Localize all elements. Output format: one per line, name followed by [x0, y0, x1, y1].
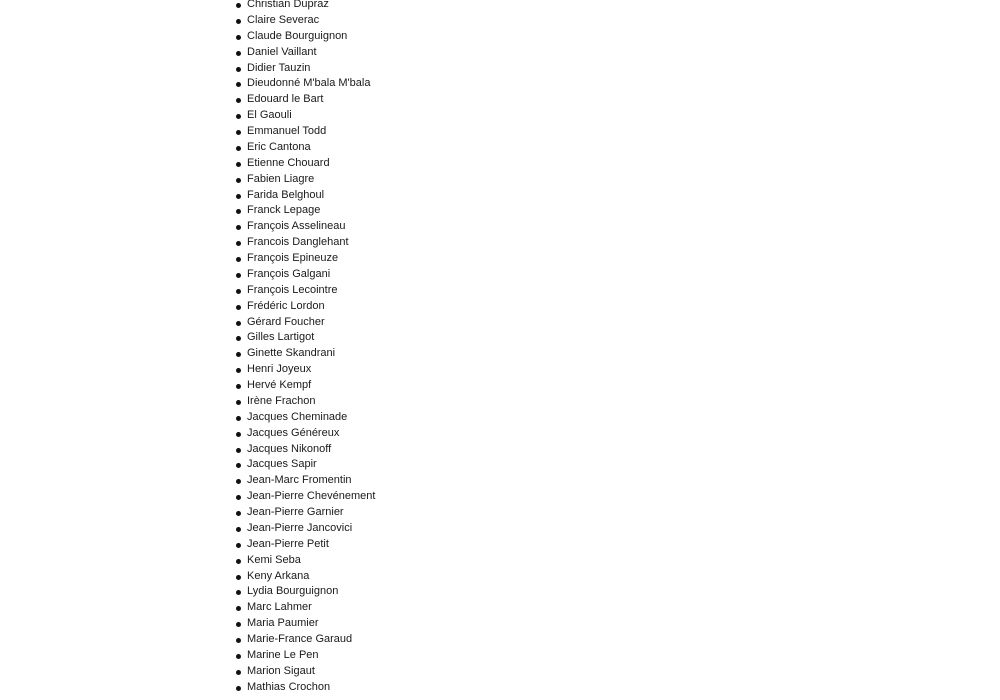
list-item-link[interactable]: Marie-France Garaud [247, 633, 353, 645]
bullet-icon [236, 305, 241, 310]
list-item [235, 426, 375, 442]
list-item [235, 553, 375, 569]
list-item [235, 584, 375, 600]
list-item-link[interactable]: Francois Danglehant [247, 236, 349, 249]
list-item [235, 76, 375, 92]
list-item [235, 108, 375, 124]
bullet-icon [236, 638, 241, 643]
list-item-link[interactable]: Gérard Foucher [247, 315, 325, 328]
bullet-icon [236, 543, 241, 548]
list-item [235, 283, 375, 299]
list-item [235, 203, 375, 219]
list-item-link[interactable]: Marion Sigaut [247, 664, 315, 677]
list-item [235, 616, 375, 632]
bullet-icon [236, 98, 241, 103]
bullet-icon [236, 35, 241, 40]
bullet-icon [236, 559, 241, 564]
list-item-link[interactable]: Jacques Nikonoff [247, 442, 332, 455]
bullet-icon [236, 606, 241, 611]
bullet-icon [236, 463, 241, 468]
list-item-link[interactable]: Etienne Chouard [247, 156, 330, 169]
list-item-link[interactable]: Kemi Seba [247, 553, 301, 566]
list-item [235, 330, 375, 346]
bullet-icon [236, 654, 241, 659]
list-item-link[interactable]: Didier Tauzin [247, 61, 311, 74]
bullet-icon [236, 257, 241, 262]
bullet-icon [236, 590, 241, 595]
bullet-icon [236, 194, 241, 199]
list-item-link[interactable]: Hervé Kempf [247, 379, 312, 391]
list-item-link[interactable]: Jacques Cheminade [247, 410, 348, 423]
bullet-icon [236, 479, 241, 484]
bullet-icon [236, 368, 241, 373]
list-item-link[interactable]: Franck Lepage [247, 204, 321, 217]
list-item [235, 489, 375, 505]
bullet-icon [236, 241, 241, 246]
list-item [235, 219, 375, 235]
list-item [235, 315, 375, 331]
bullet-icon [236, 495, 241, 500]
list-item-link[interactable]: Maria Paumier [247, 617, 319, 630]
list-item [235, 521, 375, 537]
list-item [235, 188, 375, 204]
list-item [235, 61, 375, 77]
list-item-link[interactable]: Eric Cantona [247, 140, 311, 153]
bullet-icon [236, 209, 241, 214]
list-item-link[interactable]: El Gaouli [247, 109, 292, 122]
list-item-link[interactable]: Mathias Crochon [247, 680, 331, 693]
list-item-link[interactable]: Claude Bourguignon [247, 29, 348, 42]
bullet-icon [236, 448, 241, 453]
list-item [235, 13, 375, 29]
bullet-icon [236, 416, 241, 421]
list-item-link[interactable]: Frédéric Lordon [247, 299, 325, 312]
bullet-icon [236, 289, 241, 294]
bullet-icon [236, 67, 241, 72]
list-item [235, 632, 375, 648]
list-item-link[interactable]: Jacques Généreux [247, 426, 340, 439]
list-item-link[interactable]: François Epineuze [247, 252, 339, 264]
list-item-link[interactable]: Jacques Sapir [247, 458, 317, 471]
list-item-link[interactable]: Emmanuel Todd [247, 125, 327, 137]
list-item [235, 394, 375, 410]
list-item [235, 537, 375, 553]
list-item-link[interactable]: Farida Belghoul [247, 188, 325, 201]
bullet-icon [236, 19, 241, 24]
bullet-icon [236, 575, 241, 580]
list-item-link[interactable]: François Lecointre [247, 283, 338, 296]
name-list [235, 0, 375, 696]
bullet-icon [236, 146, 241, 151]
list-item [235, 664, 375, 680]
list-item-link[interactable]: Henri Joyeux [247, 363, 312, 376]
list-item [235, 410, 375, 426]
bullet-icon [236, 3, 241, 8]
list-item [235, 235, 375, 251]
list-item-link[interactable]: Edouard le Bart [247, 93, 324, 106]
list-item-link[interactable]: Lydia Bourguignon [247, 585, 339, 598]
bullet-icon [236, 432, 241, 437]
bullet-icon [236, 400, 241, 405]
list-item-link[interactable]: Claire Severac [247, 13, 320, 26]
bullet-icon [236, 336, 241, 341]
list-item [235, 346, 375, 362]
list-item-link[interactable]: Irène Frachon [247, 394, 316, 407]
list-item [235, 299, 375, 315]
list-item [235, 457, 375, 473]
list-item [235, 680, 375, 696]
bullet-icon [236, 321, 241, 326]
list-item-link[interactable]: Gilles Lartigot [247, 331, 315, 344]
list-item [235, 251, 375, 267]
list-item-link[interactable]: François Asselineau [247, 220, 346, 233]
list-item [235, 45, 375, 61]
list-item-link[interactable]: Jean-Pierre Jancovici [247, 521, 353, 534]
list-item [235, 362, 375, 378]
list-item-link[interactable]: François Galgani [247, 267, 331, 280]
list-item [235, 473, 375, 489]
list-item [235, 172, 375, 188]
bullet-icon [236, 51, 241, 56]
bullet-icon [236, 384, 241, 389]
list-item [235, 92, 375, 108]
bullet-icon [236, 352, 241, 357]
bullet-icon [236, 130, 241, 135]
list-item-link[interactable]: Marine Le Pen [247, 648, 319, 661]
list-item-link[interactable]: Fabien Liagre [247, 172, 315, 185]
list-item [235, 505, 375, 521]
list-item-link[interactable]: Marc Lahmer [247, 601, 312, 614]
list-item [235, 0, 375, 13]
list-item [235, 124, 375, 140]
list-item-link[interactable]: Jean-Pierre Chevénement [247, 490, 376, 503]
list-item [235, 29, 375, 45]
bullet-icon [236, 225, 241, 230]
list-item [235, 378, 375, 394]
list-item [235, 156, 375, 172]
list-item-link[interactable]: Daniel Vaillant [247, 45, 317, 58]
list-item-link[interactable]: Ginette Skandrani [247, 347, 336, 360]
bullet-icon [236, 162, 241, 167]
bullet-icon [236, 114, 241, 119]
bullet-icon [236, 178, 241, 183]
bullet-icon [236, 527, 241, 532]
list-item-link[interactable]: Jean-Marc Fromentin [247, 474, 352, 487]
bullet-icon [236, 273, 241, 278]
list-item-link[interactable]: Jean-Pierre Petit [247, 537, 329, 550]
bullet-icon [236, 82, 241, 87]
list-item [235, 569, 375, 585]
bullet-icon [236, 622, 241, 627]
list-item-link[interactable]: Keny Arkana [247, 569, 310, 582]
list-item [235, 267, 375, 283]
bullet-icon [236, 686, 241, 691]
list-item [235, 140, 375, 156]
list-item-link[interactable]: Jean-Pierre Garnier [247, 506, 344, 518]
bullet-icon [236, 511, 241, 516]
list-item-link[interactable]: Dieudonné M'bala M'bala [247, 77, 371, 90]
list-item-link[interactable]: Christian Dupraz [247, 0, 329, 10]
list-item [235, 600, 375, 616]
list-item [235, 648, 375, 664]
bullet-icon [236, 670, 241, 675]
list-item [235, 442, 375, 458]
